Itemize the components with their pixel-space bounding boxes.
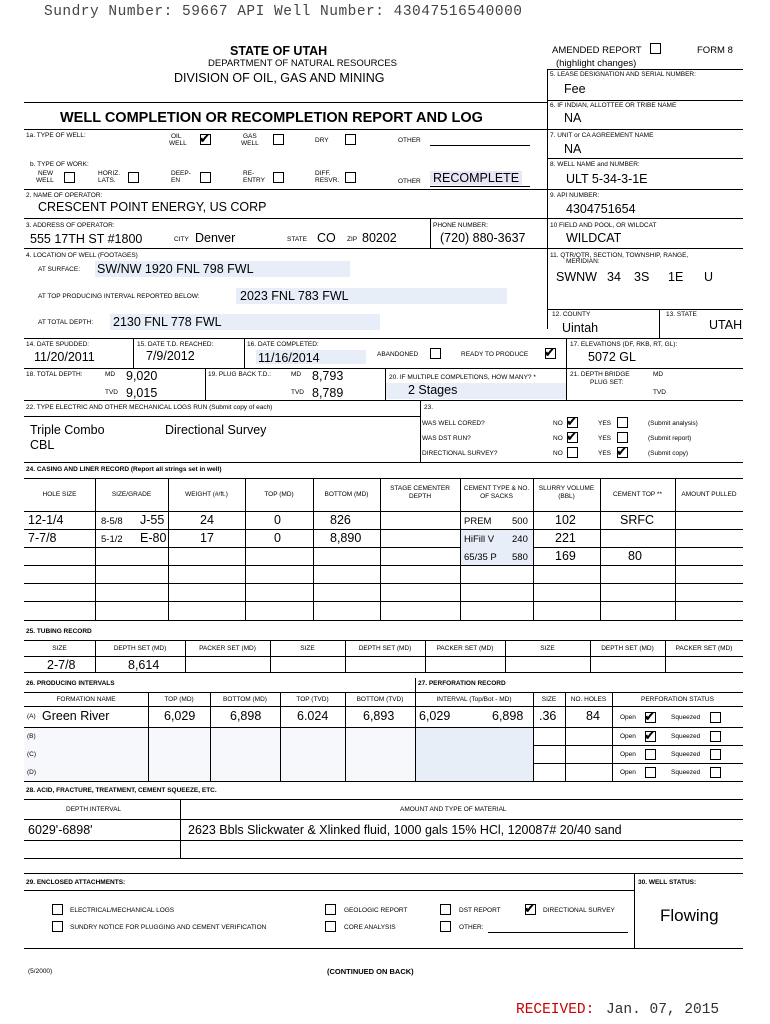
tubing-header-7: DEPTH SET (MD) bbox=[601, 645, 654, 652]
reentry-checkbox[interactable] bbox=[273, 172, 284, 183]
bridge-plug-label: 21. DEPTH BRIDGE bbox=[570, 371, 630, 378]
pb-tvd-label: TVD bbox=[291, 389, 304, 396]
other-work-value: RECOMPLETE bbox=[433, 171, 520, 185]
new-well-checkbox[interactable] bbox=[64, 172, 75, 183]
gas-label: GAS bbox=[243, 133, 257, 140]
gas-well-label: WELL bbox=[241, 140, 259, 147]
lats-label: LATS. bbox=[98, 177, 116, 184]
perf-header-2: NO. HOLES bbox=[570, 696, 607, 703]
multiple-completions-value: 2 Stages bbox=[408, 383, 458, 397]
sundry-api-header: Sundry Number: 59667 API Well Number: 43047516540000 bbox=[44, 4, 523, 20]
prod-bottom-tvd: 6,893 bbox=[363, 709, 395, 723]
state-heading: STATE OF UTAH bbox=[230, 44, 328, 58]
tubing-header-5: PACKER SET (MD) bbox=[436, 645, 494, 652]
oil-label: OIL bbox=[171, 133, 182, 140]
total-depth18-label: 18. TOTAL DEPTH: bbox=[26, 371, 83, 378]
producing-intervals-label: 26. PRODUCING INTERVALS bbox=[26, 680, 115, 687]
tubing-header-0: SIZE bbox=[52, 645, 67, 652]
bridge-plug-set-label: PLUG SET: bbox=[590, 379, 624, 386]
casing-header-9: AMOUNT PULLED bbox=[681, 491, 737, 498]
new-well-label: WELL bbox=[36, 177, 54, 184]
interval-letter: (B) bbox=[27, 733, 36, 740]
township-value: 3S bbox=[634, 270, 650, 284]
casing-hole-size: 12-1/4 bbox=[28, 513, 64, 527]
casing-size: 8-5/8 bbox=[101, 516, 123, 527]
perf-header-1: SIZE bbox=[541, 696, 557, 703]
perf-open-label: Open bbox=[620, 751, 636, 758]
diff-resvr-checkbox[interactable] bbox=[345, 172, 356, 183]
formation-name: Green River bbox=[42, 709, 110, 723]
deepen-label: DEEP- bbox=[171, 170, 191, 177]
cement-type: 65/35 P bbox=[464, 552, 497, 563]
td-md-value: 9,020 bbox=[126, 369, 158, 383]
casing-header-3: TOP (MD) bbox=[264, 491, 294, 498]
prod-header-3: TOP (TVD) bbox=[296, 696, 329, 703]
td-tvd-label: TVD bbox=[105, 389, 118, 396]
api-label: 9. API NUMBER: bbox=[550, 192, 600, 199]
deepen-checkbox[interactable] bbox=[200, 172, 211, 183]
type-of-well-label: 1a. TYPE OF WELL: bbox=[26, 132, 86, 139]
dst-report-label: DST REPORT bbox=[459, 907, 501, 914]
no-label: NO bbox=[553, 450, 563, 457]
log-triple-combo: Triple Combo bbox=[30, 423, 105, 437]
oil-well-label: WELL bbox=[169, 140, 187, 147]
perf-header-0: INTERVAL (Top/Bot - MD) bbox=[436, 696, 512, 703]
location-label: 4. LOCATION OF WELL (FOOTAGES) bbox=[26, 252, 138, 259]
field-value: WILDCAT bbox=[566, 231, 622, 245]
county-value: Uintah bbox=[562, 321, 599, 335]
casing-hole-size: 7-7/8 bbox=[28, 531, 57, 545]
other-work-label: OTHER bbox=[398, 178, 421, 185]
tubing-header-6: SIZE bbox=[540, 645, 555, 652]
yes-label: YES bbox=[598, 450, 612, 457]
cement-type: HiFill V bbox=[464, 534, 495, 545]
casing-weight: 24 bbox=[200, 513, 214, 527]
plugback-label: 19. PLUG BACK T.D.: bbox=[208, 371, 272, 378]
casing-grade: E-80 bbox=[140, 531, 167, 545]
meridian-label: MERIDIAN: bbox=[566, 258, 600, 265]
received-label: RECEIVED: bbox=[516, 1002, 595, 1018]
perforation-record-label: 27. PERFORATION RECORD bbox=[418, 680, 506, 687]
sundry-checkbox[interactable] bbox=[52, 921, 63, 932]
county-label: 12. COUNTY bbox=[552, 311, 591, 318]
geologic-report-label: GEOLOGIC REPORT bbox=[344, 907, 408, 914]
perf-open-checkbox[interactable] bbox=[645, 767, 656, 778]
cement-sacks: 500 bbox=[512, 516, 528, 527]
gas-well-checkbox[interactable] bbox=[273, 134, 284, 145]
item23-label: 23. bbox=[424, 404, 434, 411]
cement-top: 80 bbox=[628, 549, 642, 563]
total-depth-label: AT TOTAL DEPTH: bbox=[38, 319, 94, 326]
bridge-tvd-label: TVD bbox=[653, 389, 666, 396]
tubing-size-value: 2-7/8 bbox=[47, 658, 76, 672]
cement-sacks: 240 bbox=[512, 534, 528, 545]
state-value: CO bbox=[317, 231, 336, 245]
spud-value: 11/20/2011 bbox=[34, 350, 95, 364]
cored-yes-checkbox[interactable] bbox=[617, 417, 628, 428]
amended-report-checkbox[interactable] bbox=[650, 43, 661, 54]
casing-header-0: HOLE SIZE bbox=[42, 491, 77, 498]
perf-squeezed-label: Squeezed bbox=[671, 714, 701, 721]
td-md-label: MD bbox=[105, 371, 116, 378]
dst-label: WAS DST RUN? bbox=[422, 435, 471, 442]
elevation-label: 17. ELEVATIONS (DF, RKB, RT, GL): bbox=[570, 341, 678, 348]
interval-letter: (A) bbox=[27, 713, 36, 720]
cement-type: PREM bbox=[464, 516, 492, 527]
log-cbl: CBL bbox=[30, 438, 55, 452]
acid-interval-value: 6029'-6898' bbox=[28, 823, 93, 837]
bridge-md-label: MD bbox=[653, 371, 664, 378]
submit-copy-note: (Submit copy) bbox=[648, 450, 689, 457]
perf-open-label: Open bbox=[620, 733, 636, 740]
prod-top-tvd: 6.024 bbox=[297, 709, 329, 723]
prod-bottom-md: 6,898 bbox=[230, 709, 262, 723]
submit-analysis-note: (Submit analysis) bbox=[648, 420, 698, 427]
report-title: WELL COMPLETION OR RECOMPLETION REPORT AND LOG bbox=[60, 110, 483, 126]
continued-note: (CONTINUED ON BACK) bbox=[327, 967, 414, 976]
ready-label: READY TO PRODUCE bbox=[461, 351, 529, 358]
indian-value: NA bbox=[564, 111, 582, 125]
reentry-label: RE- bbox=[243, 170, 255, 177]
acid-material-value: 2623 Bbls Slickwater & Xlinked fluid, 1000 gals 15% HCl, 120087# 20/40 sand bbox=[188, 823, 622, 837]
td-tvd-value: 9,015 bbox=[126, 386, 158, 400]
casing-top: 0 bbox=[274, 531, 281, 545]
logs-label: 22. TYPE ELECTRIC AND OTHER MECHANICAL LOGS RUN (Submit copy of each) bbox=[26, 404, 273, 411]
perf-open-label: Open bbox=[620, 769, 636, 776]
operator-label: 2. NAME OF OPERATOR: bbox=[26, 192, 103, 199]
received-date: Jan. 07, 2015 bbox=[606, 1002, 720, 1018]
amount-type-header: AMOUNT AND TYPE OF MATERIAL bbox=[400, 806, 507, 813]
dst-report-checkbox[interactable] bbox=[440, 904, 451, 915]
check-icon: ✔ bbox=[616, 444, 628, 460]
cement-top: SRFC bbox=[620, 513, 655, 527]
tubing-header-3: SIZE bbox=[300, 645, 315, 652]
dept-heading: DEPARTMENT OF NATURAL RESOURCES bbox=[208, 58, 397, 69]
total-depth-value: 2130 FNL 778 FWL bbox=[113, 315, 222, 329]
qtr-label: 11. QTR/QTR, SECTION, TOWNSHIP, RANGE, bbox=[550, 252, 689, 259]
casing-grade: J-55 bbox=[140, 513, 165, 527]
yes-label: YES bbox=[598, 435, 612, 442]
interval-letter: (C) bbox=[27, 751, 37, 758]
perf-interval-top: 6,029 bbox=[419, 709, 451, 723]
meridian-value: U bbox=[704, 270, 714, 284]
type-of-work-label: b. TYPE OF WORK: bbox=[30, 161, 89, 168]
cored-label: WAS WELL CORED? bbox=[422, 420, 485, 427]
check-icon: ✔ bbox=[524, 901, 536, 917]
prod-header-2: BOTTOM (MD) bbox=[223, 696, 267, 703]
pb-md-value: 8,793 bbox=[312, 369, 344, 383]
dir-survey-label: DIRECTIONAL SURVEY? bbox=[422, 450, 498, 457]
zip-label: ZIP bbox=[347, 236, 358, 243]
dir-no-checkbox[interactable] bbox=[567, 447, 578, 458]
casing-bottom: 826 bbox=[330, 513, 351, 527]
slurry-volume: 169 bbox=[555, 549, 576, 563]
td-reached-value: 7/9/2012 bbox=[146, 349, 195, 363]
dst-yes-checkbox[interactable] bbox=[617, 432, 628, 443]
diff-resvr-label: RESVR. bbox=[315, 177, 340, 184]
yes-label: YES bbox=[598, 420, 612, 427]
well-status-label: 30. WELL STATUS: bbox=[638, 879, 697, 886]
other-well-label: OTHER bbox=[398, 137, 421, 144]
casing-size: 5-1/2 bbox=[101, 534, 123, 545]
elec-logs-checkbox[interactable] bbox=[52, 904, 63, 915]
perf-squeezed-label: Squeezed bbox=[671, 769, 701, 776]
perf-squeezed-label: Squeezed bbox=[671, 751, 701, 758]
casing-weight: 17 bbox=[200, 531, 214, 545]
casing-header-1: SIZE/GRADE bbox=[111, 491, 152, 498]
state-label: STATE bbox=[287, 236, 307, 243]
casing-header-4: BOTTOM (MD) bbox=[324, 491, 369, 498]
section-value: 34 bbox=[607, 270, 621, 284]
well-status-value: Flowing bbox=[660, 906, 719, 925]
state13-label: 13. STATE bbox=[666, 311, 697, 318]
deepen-en-label: EN bbox=[171, 177, 181, 184]
geologic-report-checkbox[interactable] bbox=[325, 904, 336, 915]
casing-header-8: CEMENT TOP ** bbox=[612, 491, 662, 498]
log-directional: Directional Survey bbox=[165, 423, 267, 437]
elevation-value: 5072 GL bbox=[588, 350, 636, 364]
city-label: CITY bbox=[174, 236, 189, 243]
form-number: FORM 8 bbox=[697, 45, 733, 56]
check-icon: ✔ bbox=[644, 709, 656, 725]
phone-value: (720) 880-3637 bbox=[440, 231, 526, 245]
tubing-label: 25. TUBING RECORD bbox=[26, 628, 92, 635]
range-value: 1E bbox=[668, 270, 684, 284]
dry-checkbox[interactable] bbox=[345, 134, 356, 145]
slurry-volume: 102 bbox=[555, 513, 576, 527]
new-label: NEW bbox=[38, 170, 54, 177]
multiple-completions-label: 20. IF MULTIPLE COMPLETIONS, HOW MANY? * bbox=[389, 374, 536, 381]
division-heading: DIVISION OF OIL, GAS AND MINING bbox=[174, 71, 385, 85]
phone-label: PHONE NUMBER: bbox=[433, 222, 488, 229]
perf-squeezed-checkbox[interactable] bbox=[710, 731, 721, 742]
check-icon: ✔ bbox=[566, 429, 578, 445]
reentry-entry-label: ENTRY bbox=[243, 177, 265, 184]
indian-label: 6. IF INDIAN, ALLOTTEE OR TRIBE NAME bbox=[550, 102, 677, 109]
unit-value: NA bbox=[564, 142, 582, 156]
perf-header-3: PERFORATION STATUS bbox=[641, 696, 714, 703]
submit-report-note: (Submit report) bbox=[648, 435, 692, 442]
well-name-value: ULT 5-34-3-1E bbox=[566, 172, 648, 186]
operator-value: CRESCENT POINT ENERGY, US CORP bbox=[38, 200, 267, 214]
casing-header-6: CEMENT TYPE & NO. OF SACKS bbox=[463, 485, 530, 500]
perf-squeezed-label: Squeezed bbox=[671, 733, 701, 740]
casing-bottom: 8,890 bbox=[330, 531, 362, 545]
perf-squeezed-checkbox[interactable] bbox=[710, 712, 721, 723]
slurry-volume: 221 bbox=[555, 531, 576, 545]
prod-header-0: FORMATION NAME bbox=[56, 696, 116, 703]
lease-value: Fee bbox=[564, 82, 586, 96]
sundry-label: SUNDRY NOTICE FOR PLUGGING AND CEMENT VERIFICATION bbox=[70, 924, 267, 931]
casing-header-7: SLURRY VOLUME (BBL) bbox=[538, 485, 595, 500]
core-analysis-checkbox[interactable] bbox=[325, 921, 336, 932]
state13-value: UTAH bbox=[709, 318, 743, 332]
amended-report-label: AMENDED REPORT bbox=[552, 45, 642, 56]
pb-tvd-value: 8,789 bbox=[312, 386, 344, 400]
top-prod-value: 2023 FNL 783 FWL bbox=[240, 289, 349, 303]
city-value: Denver bbox=[195, 231, 236, 245]
perf-open-checkbox[interactable] bbox=[645, 749, 656, 760]
prod-header-4: BOTTOM (TVD) bbox=[356, 696, 404, 703]
diff-label: DIFF. bbox=[315, 170, 331, 177]
top-prod-label: AT TOP PRODUCING INTERVAL REPORTED BELOW: bbox=[38, 293, 200, 300]
highlight-changes-note: (highlight changes) bbox=[556, 58, 637, 69]
completed-value: 11/16/2014 bbox=[258, 351, 320, 365]
dir-survey-attach-label: DIRECTIONAL SURVEY bbox=[543, 907, 615, 914]
casing-label: 24. CASING AND LINER RECORD (Report all strings set in well) bbox=[26, 466, 222, 473]
abandoned-checkbox[interactable] bbox=[430, 348, 441, 359]
pb-md-label: MD bbox=[291, 371, 302, 378]
elec-logs-label: ELECTRICAL/MECHANICAL LOGS bbox=[70, 907, 175, 914]
perf-squeezed-checkbox[interactable] bbox=[710, 749, 721, 760]
attachments-label: 29. ENCLOSED ATTACHMENTS: bbox=[26, 879, 126, 886]
form-revision: (5/2000) bbox=[28, 968, 53, 975]
lease-label: 5. LEASE DESIGNATION AND SERIAL NUMBER: bbox=[550, 71, 696, 78]
well-name-label: 8. WELL NAME and NUMBER: bbox=[550, 161, 640, 168]
tubing-depth-value: 8,614 bbox=[128, 658, 160, 672]
no-label: NO bbox=[553, 435, 563, 442]
tubing-header-4: DEPTH SET (MD) bbox=[358, 645, 412, 652]
casing-top: 0 bbox=[274, 513, 281, 527]
casing-header-2: WEIGHT (#/ft.) bbox=[185, 491, 228, 498]
tubing-header-8: PACKER SET (MD) bbox=[675, 645, 733, 652]
other-attach-label: OTHER: bbox=[459, 924, 484, 931]
perf-squeezed-checkbox[interactable] bbox=[710, 767, 721, 778]
address-label: 3. ADDRESS OF OPERATOR: bbox=[26, 222, 115, 229]
interval-letter: (D) bbox=[27, 769, 37, 776]
check-icon: ✔ bbox=[566, 414, 578, 430]
td-reached-label: 15. DATE T.D. REACHED: bbox=[137, 341, 214, 348]
prod-top-md: 6,029 bbox=[164, 709, 196, 723]
check-icon: ✔ bbox=[544, 345, 556, 361]
tubing-header-2: PACKER SET (MD) bbox=[199, 645, 256, 652]
horiz-checkbox[interactable] bbox=[128, 172, 139, 183]
perf-open-label: Open bbox=[620, 714, 636, 721]
address-value: 555 17TH ST #1800 bbox=[30, 232, 143, 246]
completed-label: 16. DATE COMPLETED: bbox=[247, 341, 319, 348]
core-analysis-label: CORE ANALYSIS bbox=[344, 924, 396, 931]
surface-label: AT SURFACE: bbox=[38, 266, 81, 273]
casing-header-5: STAGE CEMENTER DEPTH bbox=[390, 485, 450, 500]
horiz-label: HORIZ. bbox=[98, 170, 121, 177]
other-attach-checkbox[interactable] bbox=[440, 921, 451, 932]
api-value: 4304751654 bbox=[566, 202, 636, 216]
abandoned-label: ABANDONED bbox=[377, 351, 419, 358]
spud-label: 14. DATE SPUDDED: bbox=[26, 341, 90, 348]
prod-header-1: TOP (MD) bbox=[164, 696, 194, 703]
unit-label: 7. UNIT or CA AGREEMENT NAME bbox=[550, 132, 654, 139]
zip-value: 80202 bbox=[362, 231, 397, 245]
tubing-header-1: DEPTH SET (MD) bbox=[113, 645, 167, 652]
check-icon: ✔ bbox=[644, 728, 656, 744]
depth-interval-header: DEPTH INTERVAL bbox=[66, 806, 122, 813]
dry-label: DRY bbox=[315, 137, 329, 144]
perf-size: .36 bbox=[539, 709, 557, 723]
qtr-value: SWNW bbox=[556, 270, 597, 284]
acid-label: 28. ACID, FRACTURE, TREATMENT, CEMENT SQUEEZE, ETC. bbox=[26, 787, 217, 794]
field-label: 10 FIELD AND POOL, OR WILDCAT bbox=[550, 222, 657, 229]
cement-sacks: 580 bbox=[512, 552, 528, 563]
check-icon: ✔ bbox=[199, 131, 211, 147]
surface-value: SW/NW 1920 FNL 798 FWL bbox=[97, 262, 254, 276]
no-label: NO bbox=[553, 420, 563, 427]
perf-interval-bottom: 6,898 bbox=[492, 709, 524, 723]
perf-holes: 84 bbox=[586, 709, 600, 723]
